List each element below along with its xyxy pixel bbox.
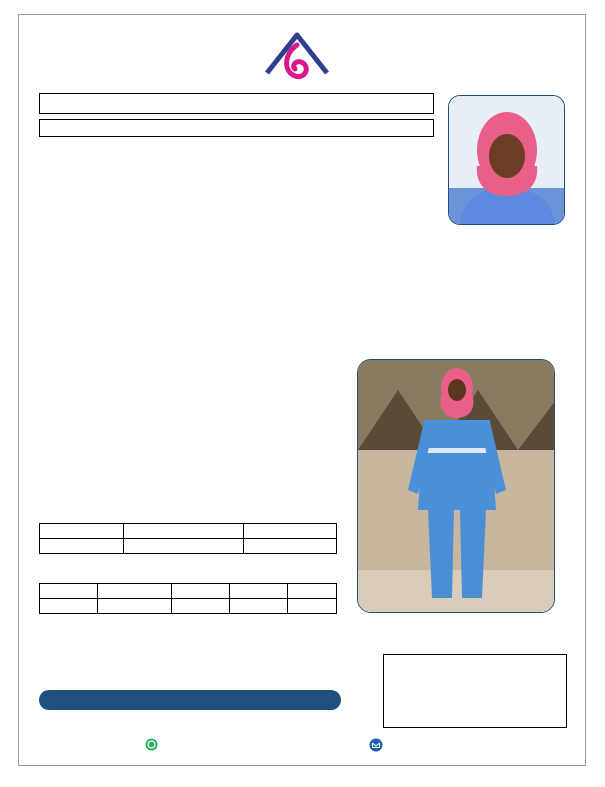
country-value: [98, 584, 172, 599]
language-table: [39, 523, 337, 554]
email-icon: [369, 738, 383, 757]
employment-row: [40, 584, 337, 599]
country-label-ar: [288, 584, 337, 599]
office-numbers: [39, 93, 434, 114]
employment-cell: [172, 599, 230, 614]
employment-cell: [230, 584, 288, 599]
employment-row: [40, 599, 337, 614]
language-level: [124, 539, 244, 554]
language-extra: [244, 539, 337, 554]
employment-table: [39, 583, 337, 614]
period-label: [40, 599, 98, 614]
declaration-banner: [39, 690, 341, 710]
country-label: [40, 584, 98, 599]
cv-page: [18, 14, 586, 766]
language-row: [40, 524, 337, 539]
period-value: [98, 599, 172, 614]
applicant-full-photo: [357, 359, 555, 613]
house-logo-icon: [263, 29, 331, 85]
language-extra: [244, 524, 337, 539]
applicant-headshot: [448, 95, 565, 225]
language-name: [40, 524, 124, 539]
language-level: [124, 524, 244, 539]
period-label-ar: [288, 599, 337, 614]
language-name: [40, 539, 124, 554]
language-row: [40, 539, 337, 554]
employment-cell: [230, 599, 288, 614]
full-name-row: [39, 119, 434, 137]
employment-cell: [172, 584, 230, 599]
whatsapp-icon: [145, 738, 158, 756]
remarks-text: [383, 654, 567, 728]
